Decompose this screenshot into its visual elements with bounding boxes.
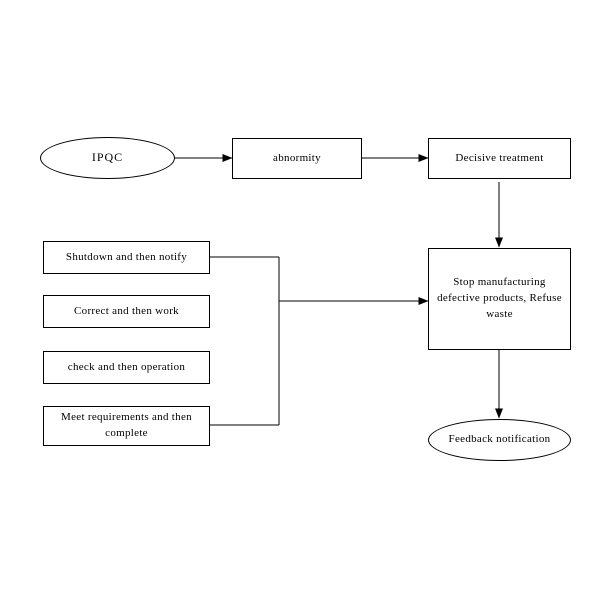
node-correct-and-work[interactable]	[43, 295, 210, 328]
node-stop-manufacturing[interactable]	[428, 248, 571, 350]
node-check-and-operation-label: check and then operation	[67, 360, 186, 373]
node-correct-and-work-label: Correct and then work	[74, 304, 179, 317]
node-feedback-notification-label: Feedback notification	[448, 433, 551, 446]
node-stop-manufacturing-label: Stop manufacturing defective products, Refuse waste	[437, 276, 562, 320]
node-abnormity[interactable]	[232, 138, 362, 179]
node-meet-requirements[interactable]	[43, 406, 210, 446]
node-meet-requirements-label: Meet requirements and then complete	[61, 411, 192, 439]
node-check-and-operation[interactable]	[43, 351, 210, 384]
node-shutdown-and-notify[interactable]	[43, 241, 210, 274]
node-decisive-treatment-label: Decisive treatment	[455, 151, 544, 164]
node-feedback-notification[interactable]	[428, 419, 571, 461]
node-decisive-treatment[interactable]	[428, 138, 571, 179]
node-shutdown-and-notify-label: Shutdown and then notify	[65, 250, 188, 263]
node-ipqc[interactable]	[40, 137, 175, 179]
node-abnormity-label: abnormity	[273, 151, 321, 164]
node-ipqc-label: IPQC	[91, 150, 124, 165]
